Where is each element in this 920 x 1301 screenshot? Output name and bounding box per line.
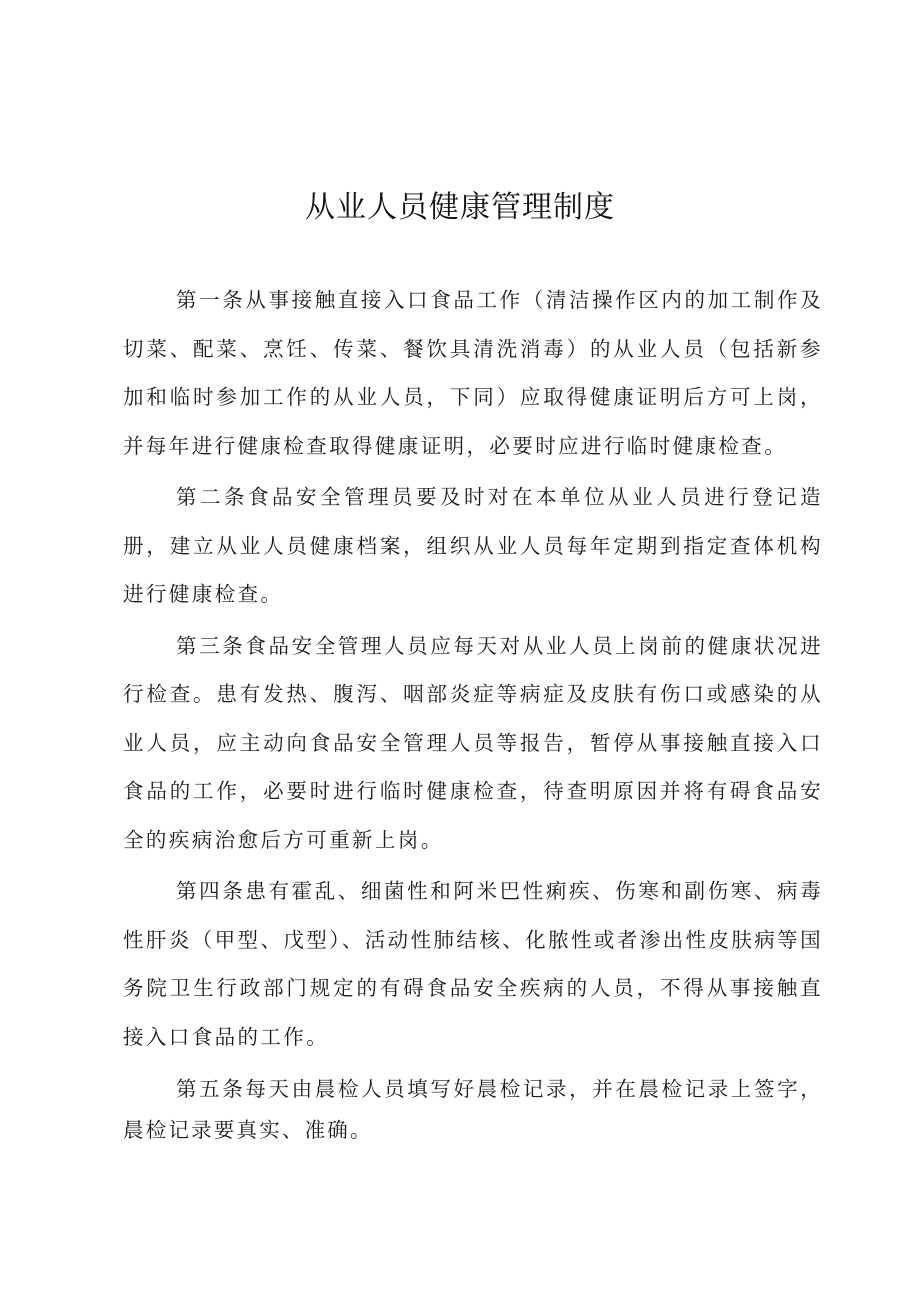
document-body	[123, 276, 823, 1151]
paragraph-article-5: 第五条每天由晨检人员填写好晨检记录，并在晨检记录上签字，晨检记录要真实、准确。	[123, 1077, 823, 1142]
paragraph-article-2: 第二条食品安全管理员要及时对在本单位从业人员进行登记造册，建立从业人员健康档案，组织从业人员每年定期到指定查体机构进行健康检查。	[123, 485, 823, 606]
document-title: 从业人员健康管理制度	[305, 190, 615, 225]
paragraph-article-1: 第一条从事接触直接入口食品工作（清洁操作区内的加工制作及切菜、配菜、烹饪、传菜、餐饮具清洗消毒）的从业人员（包括新参加和临时参加工作的从业人员，下同）应取得健康证明后方可上岗，并每年进行健康检查取得健康证明，必要时应进行临时健康检查。	[123, 288, 823, 458]
paragraph-article-4: 第四条患有霍乱、细菌性和阿米巴性痢疾、伤寒和副伤寒、病毒性肝炎（甲型、戊型）、活动性肺结核、化脓性或者渗出性皮肤病等国务院卫生行政部门规定的有碍食品安全疾病的人员，不得从事接触直接入口食品的工作。	[123, 879, 823, 1049]
paragraph-article-3: 第三条食品安全管理人员应每天对从业人员上岗前的健康状况进行检查。患有发热、腹泻、咽部炎症等病症及皮肤有伤口或感染的从业人员，应主动向食品安全管理人员等报告，暂停从事接触直接入口食品的工作，必要时进行临时健康检查，待查明原因并将有碍食品安全的疾病治愈后方可重新上岗。	[123, 633, 823, 852]
